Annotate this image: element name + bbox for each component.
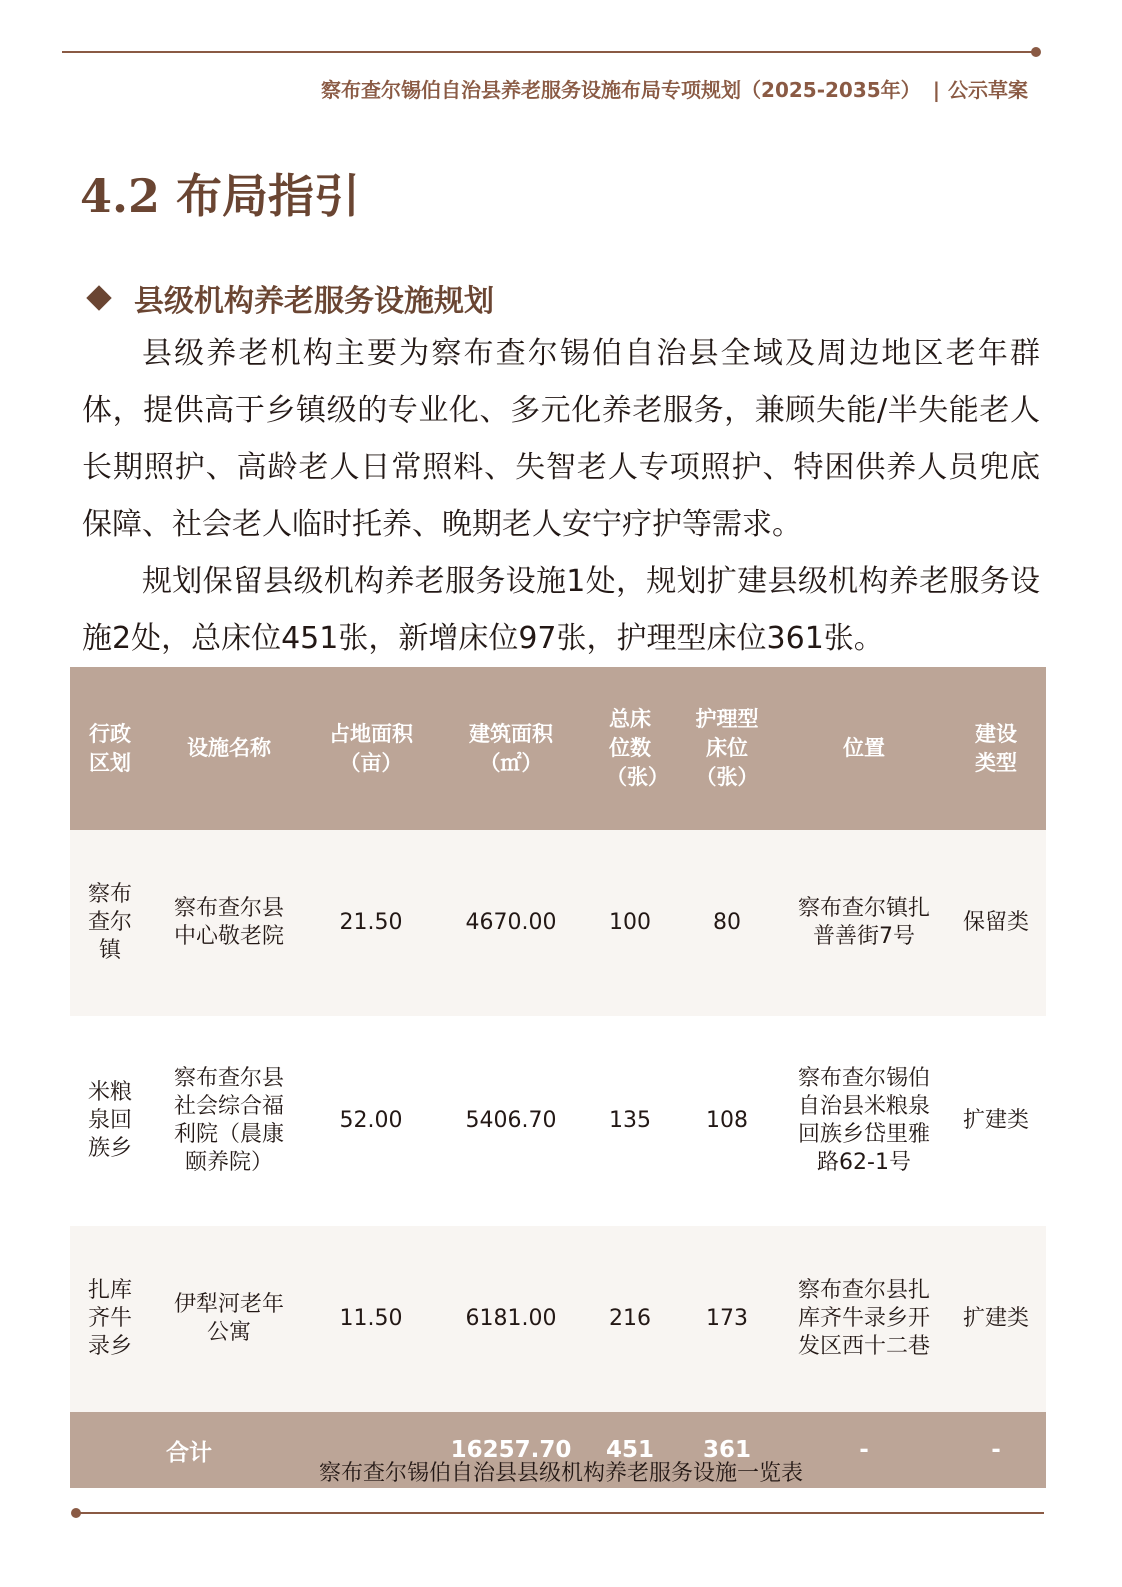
cell-district: 扎库齐牛录乡 bbox=[87, 1278, 132, 1359]
cell-facility: 察布查尔县社会综合福利院（晨康颐养院） bbox=[173, 1066, 284, 1175]
running-header-separator: | bbox=[932, 78, 940, 102]
section-title: 4.2 布局指引 bbox=[80, 169, 361, 223]
cell-land-area: 21.50 bbox=[339, 910, 403, 935]
table-row bbox=[70, 1226, 1046, 1412]
bottom-rule bbox=[76, 1512, 1044, 1514]
cell-total-beds: 100 bbox=[609, 910, 651, 935]
table-caption: 察布查尔锡伯自治县县级机构养老服务设施一览表 bbox=[318, 1461, 803, 1486]
cell-building-area: 5406.70 bbox=[465, 1108, 557, 1133]
header-cell-building-area: 建筑面积（㎡） bbox=[469, 721, 553, 775]
cell-type: 扩建类 bbox=[962, 1108, 1029, 1133]
cell-total-beds: 216 bbox=[609, 1306, 651, 1331]
cell-type: 保留类 bbox=[962, 910, 1029, 935]
cell-facility: 察布查尔县中心敬老院 bbox=[173, 896, 284, 949]
total-label: 合计 bbox=[166, 1439, 212, 1466]
total-nursing-beds: 361 bbox=[702, 1437, 751, 1463]
header-cell-total-beds: 总床位数（张） bbox=[606, 707, 669, 789]
header-cell-nursing-beds: 护理型床位（张） bbox=[695, 707, 759, 789]
table-header-row bbox=[70, 667, 1046, 830]
cell-land-area: 52.00 bbox=[339, 1108, 403, 1133]
cell-location: 察布查尔锡伯自治县米粮泉回族乡岱里雅路62-1号 bbox=[797, 1066, 930, 1175]
running-header-status: 公示草案 bbox=[948, 78, 1028, 102]
cell-land-area: 11.50 bbox=[339, 1306, 403, 1331]
total-location: - bbox=[859, 1437, 869, 1463]
cell-nursing-beds: 173 bbox=[706, 1306, 748, 1331]
cell-total-beds: 135 bbox=[609, 1108, 651, 1133]
running-header-title: 察布查尔锡伯自治县养老服务设施布局专项规划（2025-2035年） bbox=[321, 78, 921, 102]
header-cell-land-area: 占地面积（亩） bbox=[329, 721, 413, 775]
cell-building-area: 4670.00 bbox=[465, 910, 557, 935]
table-row bbox=[70, 1016, 1046, 1226]
cell-location: 察布查尔县扎库齐牛录乡开发区西十二巷 bbox=[797, 1278, 930, 1359]
subheading bbox=[86, 276, 494, 320]
table-row bbox=[70, 830, 1046, 1016]
header-cell-district: 行政区划 bbox=[89, 721, 131, 775]
total-building-area: 16257.70 bbox=[450, 1437, 572, 1463]
subheading-text: 县级机构养老服务设施规划 bbox=[134, 284, 494, 319]
cell-district: 察布查尔镇 bbox=[87, 882, 132, 963]
header-cell-type: 建设类型 bbox=[975, 721, 1017, 775]
running-header bbox=[321, 74, 1028, 103]
body-paragraph: 规划保留县级机构养老服务设施1处，规划扩建县级机构养老服务设施2处，总床位451张，新增床位97张，护理型床位361张。 bbox=[82, 564, 1040, 656]
top-rule bbox=[62, 51, 1038, 53]
body-paragraph: 县级养老机构主要为察布查尔锡伯自治县全域及周边地区老年群体，提供高于乡镇级的专业化、多元化养老服务，兼顾失能/半失能老人长期照护、高龄老人日常照料、失智老人专项照护、特困供养人员兜底保障、社会老人临时托养、晚期老人安宁疗护等需求。 bbox=[82, 336, 1040, 542]
total-beds: 451 bbox=[605, 1437, 654, 1463]
facility-table bbox=[70, 667, 1046, 1488]
total-type: - bbox=[991, 1437, 1001, 1463]
diamond-bullet-icon bbox=[86, 285, 111, 310]
cell-facility: 伊犁河老年公寓 bbox=[173, 1292, 284, 1345]
cell-nursing-beds: 108 bbox=[706, 1108, 748, 1133]
cell-location: 察布查尔镇扎普善街7号 bbox=[797, 896, 930, 949]
bottom-rule-dot bbox=[71, 1508, 81, 1518]
cell-type: 扩建类 bbox=[962, 1306, 1029, 1331]
top-rule-dot bbox=[1031, 47, 1041, 57]
header-cell-facility: 设施名称 bbox=[187, 736, 271, 760]
cell-district: 米粮泉回族乡 bbox=[87, 1080, 132, 1161]
cell-building-area: 6181.00 bbox=[465, 1306, 557, 1331]
header-cell-location: 位置 bbox=[843, 736, 885, 760]
cell-nursing-beds: 80 bbox=[713, 910, 741, 935]
